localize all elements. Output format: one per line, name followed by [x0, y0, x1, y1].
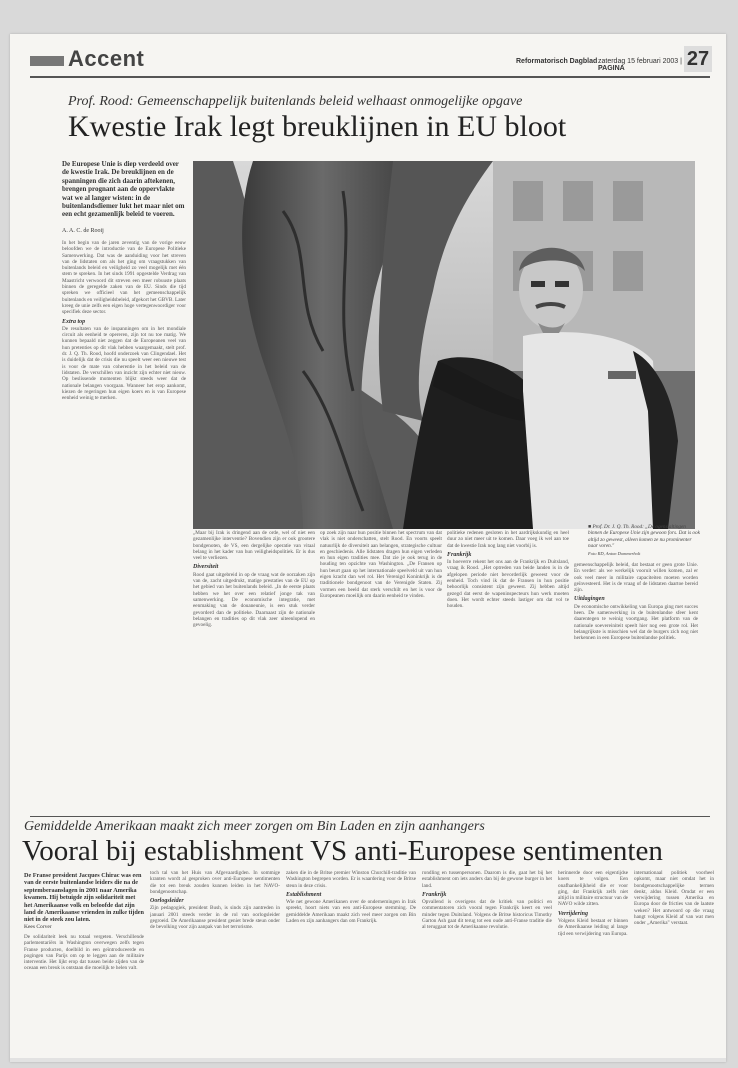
subheading: Frankrijk [422, 891, 447, 898]
page-bottom [10, 1058, 726, 1062]
body-text: gemeenschappelijk beleid, dat bestaat er geen grote Unie. En verder: als we werkelijk vooruit willen komen, zal er ook veel meer in militaire capaciteiten moeten worden geïnvesteerd. Het is de vraag of de lidstaten daartoe bereid zijn. [574, 562, 698, 594]
article2-lead: De Franse president Jacques Chirac was een van de eerste buitenlandse leiders die na de septemberaanslagen in 2001 naar Amerika kwamen. Hij betuigde zijn solidariteit met het Amerikaanse volk en beloofde dat zijn land de Amerikaanse vrienden in zulke tijden niet in de steek zou laten. [24, 872, 144, 924]
portrait-photo-image [193, 161, 695, 529]
article2-column-5 [558, 870, 628, 1056]
article2-column-6 [634, 870, 714, 1056]
article2-column-4 [422, 870, 552, 1056]
body-text: Rood gaat uitgebreid in op de vraag wat de oorzaken zijn van de, zacht uitgedrukt, matige prestaties van de EU op het gebied van het buitenlands beleid. „In de eerste plaats hebben we het over een relatief jonge tak van samenwerking. De economische integratie, met eenmaking van de douaneunie, is een stuk verder gevorderd dan de politieke. Daarnaast zijn de nationale belangen en tradities op dit vlak zeer uiteenlopend en gevoelig. [193, 571, 315, 629]
subheading: Oorlogsleider [150, 898, 184, 905]
body-text: Wie net gewone Amerikanen over de ondernemingen in Irak spreekt, hoort niets van een anti-Europese stemming. De gemiddelde Amerikaan maakt zich veel meer zorgen om Bin Laden en zijn aanhangers dan om Frankrijk. [286, 899, 416, 925]
article2-column-2 [150, 870, 280, 1056]
article1-column-2 [193, 530, 315, 798]
article1-column-1 [62, 240, 186, 796]
page-number: 27 [684, 46, 712, 72]
body-text: De solidariteit leek nu totaal vergeten. Verschillende parlementariërs in Washington overwegen zelfs tegen Franse producten, doelbild in een geïntroduceerde en pogingen van Parijs om op te leggen aan de militaire interventie. Het lijkt erop dat tussen beide zijden van de oceaan een breuk is ontstaan die moeilijk te helen valt. [24, 934, 144, 972]
photo-caption: ■ Prof. Dr. J. Q. Th. Rood: „De ogenstaltingen binnen de Europese Unie zijn gewoon fors. Dat is ook altijd zo geweest, alleen komen ze nu prominenter naar voren." Foto RD, Anton Dommerholt [588, 524, 700, 557]
caption-credit: Foto RD, Anton Dommerholt [588, 551, 641, 557]
issue-date: zaterdag 15 februari 2003 | PAGINA [598, 58, 682, 72]
body-text: Opvallend is overigens dat de kritiek van politici en commentatoren zich vooral tegen Frankrijk keert en veel minder tegen Duitsland. Volgens de Britse historicus Timothy Garton Ash gaat dit terug tot een oude anti-Franse traditie die al teruggaat tot de Amerikaanse revolutie. [422, 899, 552, 931]
subheading: Establishment [286, 891, 322, 898]
article2-headline: Vooral bij establishment VS anti-Europese sentimenten [22, 835, 663, 867]
article1-headline: Kwestie Irak legt breuklijnen in EU bloot [68, 110, 567, 143]
article1-lead: De Europese Unie is diep verdeeld over de kwestie Irak. De breuklijnen en de spanningen die zich daarin aftekenen, brengen prognant aan de oppervlakte wat we al langer wisten: in de buitenlandsdiemer lukt het maar niet om een echt gezamenlijk beleid te voeren. [62, 160, 185, 219]
body-text: politieke redenen gesloten in het aardrijkskundig en heel duur zo niet meer uit te komen. Daar voeg ik wel aan toe dat de kwestie Irak nog lang niet voorbij is. [447, 530, 569, 549]
caption-marker: ■ [588, 524, 593, 530]
article2-column-3 [286, 870, 416, 1056]
subheading: Uitdagingen [574, 596, 605, 603]
subheading: Diversiteit [193, 564, 219, 571]
body-text: „Maar bij Irak is dringend aan de orde, wel of niet een gezamenlijke interventie? Bovendien zijn er ook grootere bondgenoten, de VS, een dergelijke operatie van vitaal belang in het kader van hun veiligheidspolitiek. Er is dus veel te verliezen. [193, 530, 315, 562]
body-text: rondling en tussenpersonen. Daarom is die, gaat het bij het establishment om iets anders dan bij de gewone burger in het land. [422, 870, 552, 889]
body-text: internationaal politiek voorheel opkomt, maar niet omdat het in bondgenootschappelijke termen denkt, aldus Kleid. Omdat er een verwijdering tussen Amerika en Europa door de fricties van de laatste weken? Het antwoord op die vraag hangt volgens Kleid af van wat men onder „Amerika" verstaat. [634, 870, 714, 927]
article2-column-1 [24, 934, 144, 1056]
article-divider [30, 816, 710, 817]
body-text: De resultaten van de inspanningen om in het mondiale circuit als eenheid te opereren, zijn tot nu toe matig. We kunnen bepaald niet zeggen dat de Europeanen veel van hun pretenties op dit vlak hebben waargemaakt, stelt prof. dr. J. Q. Th. Rood, hoofd onderzoek van Clingendael. Het is duidelijk dat de crisis die nu speelt weer een nieuwe test is voor de mate van coherentie in het beleid van de lidstaten. De verschillen van inzicht zijn echter niet nieuw. Op beslissende momenten blijkt steeds weer dat de nationale belangen voorgaan. Wanneer het erop aankomt, kiezen de regeringen hun eigen koers en is van Europese eenheid weinig te merken. [62, 325, 186, 402]
body-text: toch tal van het Huis van Afgevaardigden. In sommige kranten wordt al gesproken over anti-Europese sentimenten die tot een breuk zouden kunnen leiden in het NAVO-bondgenootschap. [150, 870, 280, 895]
paper-name: Reformatorisch Dagblad [516, 58, 598, 65]
article2-byline: Kees Corver [24, 924, 52, 930]
section-bar [30, 56, 64, 66]
body-text: Volgens Kleid bestaat er binnen de Amerikaanse leiding al lange tijd een verwijdering van Europa. [558, 918, 628, 937]
subheading: Verrijdering [558, 910, 589, 917]
article2-kicker: Gemiddelde Amerikaan maakt zich meer zorgen om Bin Laden en zijn aanhangers [24, 819, 485, 834]
article1-column-5 [574, 562, 698, 798]
body-text: In het begin van de jaren zeventig van de vorige eeuw beloofden we de introductie van de Europese Politieke Samenwerking. Dat was de aanduiding voor het streven van de lidstaten om als het ging om vraagstukken van buitenlands beleid en veiligheid zo veel mogelijk met één stem te spreken. In het sinds 1991 opgestelde Verdrag van Maastricht verwoord dit streven een meer robuuste plaats binnen de geregelde zaken van de EU. Sinds die tijd spreken we officieel van het gemeenschappelijk buitenlands en veiligheidsbeleid, afgekort het GBVB. Later kreeg de unie zelfs een eigen hoge vertegenwoordiger voor specifiek deze sector. [62, 240, 186, 316]
newspaper-page [10, 34, 726, 1062]
body-text: zaken die in de Britse premier Winston Churchill-traditie van Washington begrepen worden. Er is waardering voor de Britse steun in deze crisis. [286, 870, 416, 889]
article1-column-3 [320, 530, 442, 798]
subheading: Extra top [62, 318, 86, 325]
section-title: Accent [68, 46, 145, 71]
body-text: Zijn pedagogiek, president Bush, is sinds zijn aantreden in januari 2001 steeds verder in de rol van oorlogsleider gegroeid. De Amerikaanse president geniet brede steun onder de bevolking voor zijn aanpak van het terrorisme. [150, 905, 280, 931]
article1-photo [193, 161, 695, 529]
body-text: herinnerde door een eigentijdse koers te volgen. Een onafhankelijkheid die er voor ging, dat Frankrijk zelfs niet altijd in militaire structuur van de NAVO wilde zitten. [558, 870, 628, 908]
article1-column-4 [447, 530, 569, 798]
article1-kicker: Prof. Rood: Gemeenschappelijk buitenlands beleid welhaast onmogelijke opgave [68, 94, 523, 109]
page-header [30, 42, 710, 78]
body-text: De economische ontwikkeling van Europa ging met succes heen. De samenwerking in de buitenlandse sfeer kent daarentegen te weinig voortgang. Het platform van de nationale soevereiniteit speelt hier nog een grote rol. Het belangrijkste is misschien wel dat de burgers zich nog niet herkennen in een Europese buitenlandse politiek. [574, 603, 698, 642]
article1-byline: A. A. C. de Rooij [62, 228, 104, 234]
subheading: Frankrijk [447, 551, 472, 558]
body-text: op zoek zijn naar hun positie binnen het spectrum van dat vlak is niet onderschatten, stelt Rood. En voorts speelt natuurlijk de diversiteit aan belangen, strategische cultuur en geschiedenis. Alle lidstaten dragen hun eigen verleden en hun eigen tradities mee. Dat zie je ook terug in de houding ten opzichte van Washington. „De Fransen op hun beurt gaan op het internationale speelveld uit van hun eigen kracht dan wel rol. Het Verenigd Koninkrijk is de traditionele bondgenoot van de Verenigde Staten. Zij vormen een beeld dat sterk verschilt en het is voor de Europeanen moeilijk om daarin eenheid te vinden. [320, 530, 442, 599]
body-text: In hoeverre rekent het ons aan de Frankrijk en Duitsland, vraag ik Rood. „Het optreden van beide landen is in de afgelopen periode niet bevorderlijk geweest voor de eenheid. Toch vind ik dat de Fransen in hun positie behoorlijk consistent zijn geweest. Zij hebben altijd gezegd dat eerst de wapeninspecteurs hun werk moeten doen. Het wordt echter steeds lastiger om dat vol te houden. [447, 559, 569, 610]
